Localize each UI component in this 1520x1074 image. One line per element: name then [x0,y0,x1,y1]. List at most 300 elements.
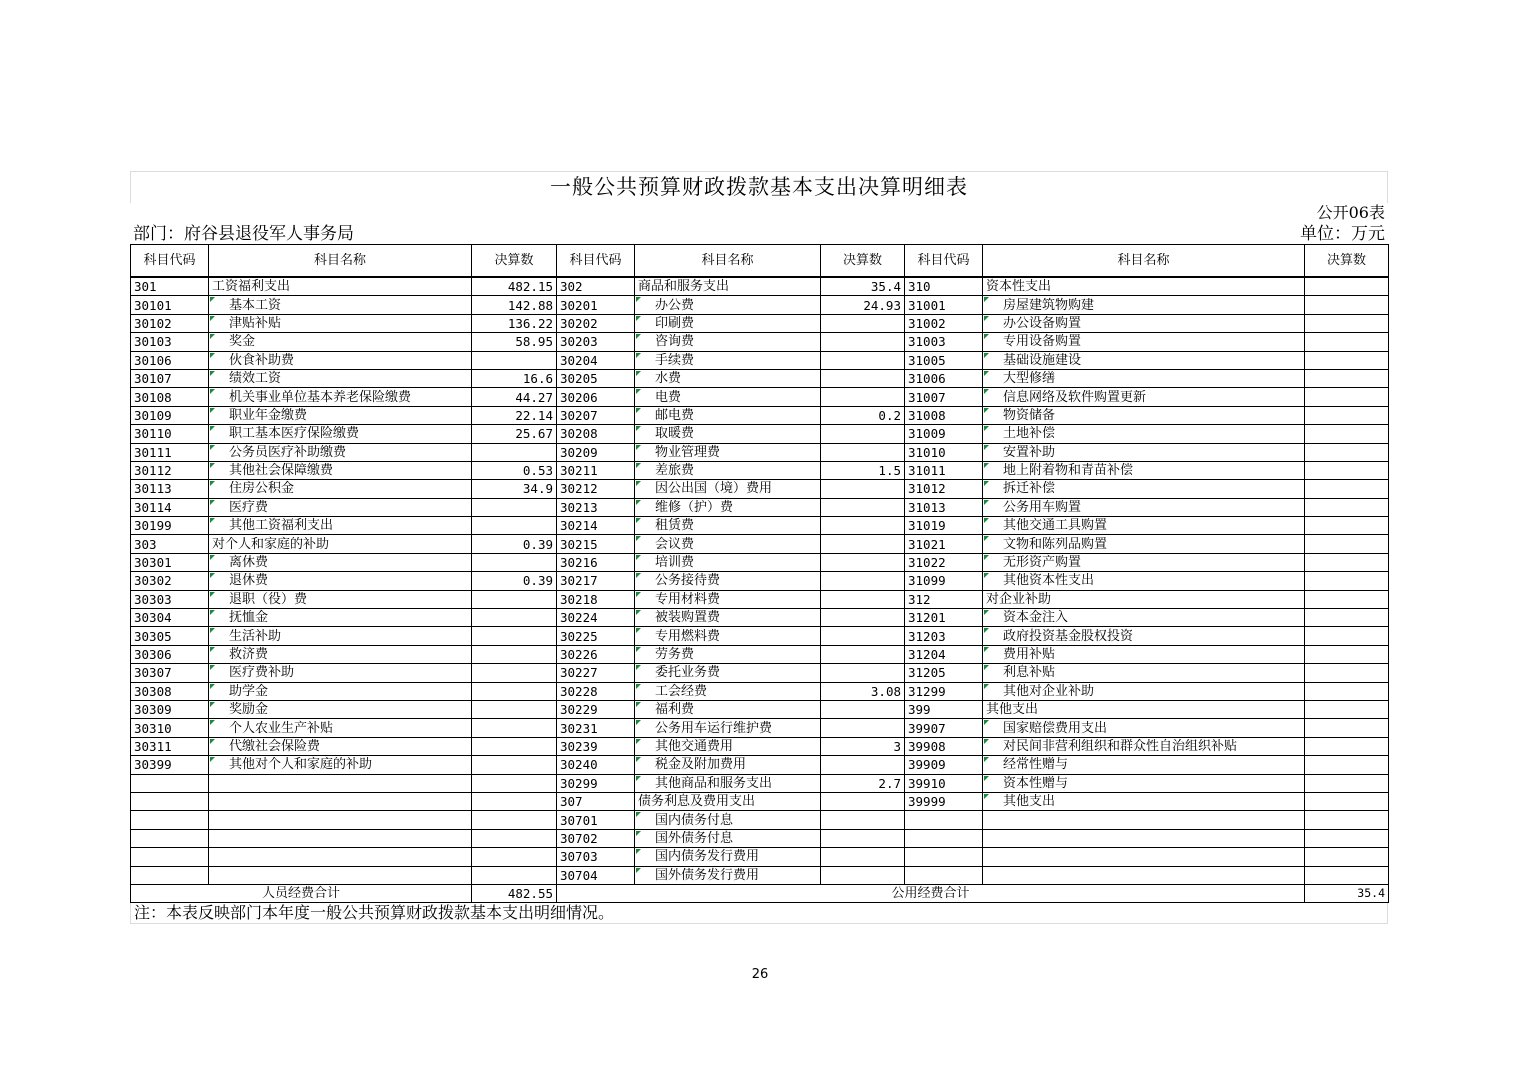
account-code-cell: 301 [131,277,209,296]
account-name-cell: 福利费 [635,700,821,718]
account-name-cell: 办公设备购置 [983,314,1305,332]
account-code-cell: 30218 [557,590,635,608]
account-code-cell: 30114 [131,498,209,516]
account-code-cell: 39999 [905,792,983,810]
account-name-cell: 专用设备购置 [983,333,1305,351]
amount-cell [821,333,905,351]
amount-cell [821,517,905,535]
account-code-cell [131,792,209,810]
table-row [131,351,1389,369]
amount-cell [1305,645,1389,663]
table-row [131,572,1389,590]
amount-cell [821,627,905,645]
account-name-cell: 其他交通费用 [635,737,821,755]
amount-cell [1305,848,1389,866]
account-code-cell: 31011 [905,461,983,479]
amount-cell [1305,664,1389,682]
amount-cell [1305,517,1389,535]
amount-cell [472,517,557,535]
amount-cell [821,609,905,627]
account-code-cell: 31012 [905,480,983,498]
account-code-cell [905,811,983,829]
amount-cell [1305,406,1389,424]
account-code-cell: 31099 [905,572,983,590]
amount-cell [1305,756,1389,774]
amount-cell [472,774,557,792]
account-code-cell: 30212 [557,480,635,498]
account-code-cell: 399 [905,700,983,718]
account-name-cell: 奖金 [209,333,472,351]
account-code-cell: 30203 [557,333,635,351]
table-row [131,609,1389,627]
account-name-cell [209,774,472,792]
table-row [131,369,1389,387]
amount-cell: 0.53 [472,461,557,479]
account-code-cell: 30217 [557,572,635,590]
amount-cell: 44.27 [472,388,557,406]
amount-cell: 58.95 [472,333,557,351]
expenditure-table [130,244,1389,903]
account-name-cell: 资本性支出 [983,277,1305,296]
table-row [131,406,1389,424]
table-row [131,553,1389,571]
table-row [131,443,1389,461]
account-name-cell: 资本金注入 [983,609,1305,627]
amount-cell [472,590,557,608]
amount-cell: 3.08 [821,682,905,700]
account-name-cell: 其他支出 [983,700,1305,718]
amount-cell [821,369,905,387]
amount-cell [1305,609,1389,627]
account-name-cell: 政府投资基金股权投资 [983,627,1305,645]
account-code-cell: 30703 [557,848,635,866]
account-name-cell: 绩效工资 [209,369,472,387]
account-name-cell: 电费 [635,388,821,406]
amount-cell [821,351,905,369]
account-name-cell [983,866,1305,884]
account-code-cell: 30202 [557,314,635,332]
account-code-cell: 307 [557,792,635,810]
account-name-cell: 公务用车运行维护费 [635,719,821,737]
account-code-cell: 31205 [905,664,983,682]
sheet-title: 一般公共预算财政拨款基本支出决算明细表 [130,171,1388,203]
account-name-cell: 手续费 [635,351,821,369]
account-name-cell: 因公出国（境）费用 [635,480,821,498]
account-name-cell: 物资储备 [983,406,1305,424]
account-code-cell: 30205 [557,369,635,387]
table-row [131,645,1389,663]
account-name-cell: 退休费 [209,572,472,590]
amount-cell [1305,333,1389,351]
amount-cell: 0.39 [472,535,557,553]
table-row [131,700,1389,718]
amount-cell [1305,351,1389,369]
amount-cell [821,866,905,884]
amount-cell [472,664,557,682]
account-code-cell: 310 [905,277,983,296]
account-name-cell: 其他商品和服务支出 [635,774,821,792]
amount-cell: 34.9 [472,480,557,498]
account-code-cell: 30304 [131,609,209,627]
account-name-cell: 住房公积金 [209,480,472,498]
amount-cell [472,737,557,755]
amount-cell [821,792,905,810]
account-code-cell: 31005 [905,351,983,369]
amount-cell [472,719,557,737]
account-code-cell [131,774,209,792]
amount-cell [1305,277,1389,296]
footnote: 注：本表反映部门本年度一般公共预算财政拨款基本支出明细情况。 [130,903,1388,924]
account-code-cell: 30226 [557,645,635,663]
account-code-cell: 30110 [131,425,209,443]
amount-cell [472,792,557,810]
account-name-cell: 基本工资 [209,296,472,314]
account-code-cell [131,848,209,866]
account-code-cell: 30302 [131,572,209,590]
account-name-cell: 会议费 [635,535,821,553]
account-name-cell: 抚恤金 [209,609,472,627]
amount-cell [821,700,905,718]
amount-cell [1305,737,1389,755]
account-name-cell: 培训费 [635,553,821,571]
account-name-cell: 救济费 [209,645,472,663]
account-code-cell: 30211 [557,461,635,479]
account-name-cell: 国外债务付息 [635,829,821,847]
account-code-cell: 31010 [905,443,983,461]
amount-cell [472,645,557,663]
account-code-cell [131,829,209,847]
account-code-cell: 31019 [905,517,983,535]
account-code-cell: 30308 [131,682,209,700]
account-name-cell: 国外债务发行费用 [635,866,821,884]
amount-cell [821,498,905,516]
account-name-cell: 个人农业生产补贴 [209,719,472,737]
amount-cell: 3 [821,737,905,755]
account-name-cell [209,811,472,829]
account-code-cell: 30107 [131,369,209,387]
account-name-cell: 租赁费 [635,517,821,535]
table-row [131,333,1389,351]
account-name-cell: 印刷费 [635,314,821,332]
account-code-cell: 30399 [131,756,209,774]
table-row [131,719,1389,737]
account-name-cell: 取暖费 [635,425,821,443]
amount-cell [821,535,905,553]
amount-cell [1305,443,1389,461]
account-code-cell: 30216 [557,553,635,571]
account-name-cell: 邮电费 [635,406,821,424]
header-amount: 决算数 [1305,245,1389,278]
table-row [131,388,1389,406]
account-name-cell: 差旅费 [635,461,821,479]
form-number: 公开06表 [1316,203,1385,222]
account-name-cell: 咨询费 [635,333,821,351]
amount-cell [821,553,905,571]
budget-sheet [130,171,1388,924]
amount-cell [1305,461,1389,479]
account-code-cell: 30215 [557,535,635,553]
public-total-label: 公用经费合计 [557,884,1305,902]
table-row [131,811,1389,829]
account-name-cell: 债务利息及费用支出 [635,792,821,810]
account-name-cell: 离休费 [209,553,472,571]
account-name-cell: 奖励金 [209,700,472,718]
account-code-cell: 30209 [557,443,635,461]
account-name-cell: 专用材料费 [635,590,821,608]
table-row [131,774,1389,792]
amount-cell [1305,480,1389,498]
account-code-cell: 31013 [905,498,983,516]
amount-cell [821,719,905,737]
amount-cell [821,645,905,663]
amount-cell: 142.88 [472,296,557,314]
account-code-cell: 30224 [557,609,635,627]
account-name-cell: 工资福利支出 [209,277,472,296]
account-name-cell: 其他社会保障缴费 [209,461,472,479]
amount-cell: 0.2 [821,406,905,424]
account-name-cell: 职工基本医疗保险缴费 [209,425,472,443]
account-code-cell: 30301 [131,553,209,571]
amount-cell [472,866,557,884]
table-row [131,829,1389,847]
amount-cell [1305,369,1389,387]
amount-cell [472,756,557,774]
public-total-value: 35.4 [1305,884,1389,902]
account-name-cell: 对个人和家庭的补助 [209,535,472,553]
account-code-cell: 30701 [557,811,635,829]
account-code-cell: 39908 [905,737,983,755]
account-name-cell: 维修（护）费 [635,498,821,516]
amount-cell [472,553,557,571]
account-name-cell: 委托业务费 [635,664,821,682]
account-code-cell: 31003 [905,333,983,351]
account-code-cell: 303 [131,535,209,553]
account-code-cell: 39907 [905,719,983,737]
account-code-cell: 30231 [557,719,635,737]
account-name-cell: 对民间非营利组织和群众性自治组织补贴 [983,737,1305,755]
amount-cell: 2.7 [821,774,905,792]
account-name-cell: 专用燃料费 [635,627,821,645]
amount-cell [1305,774,1389,792]
amount-cell [472,627,557,645]
account-code-cell: 31006 [905,369,983,387]
account-code-cell [131,866,209,884]
header-code: 科目代码 [905,245,983,278]
account-code-cell: 39910 [905,774,983,792]
amount-cell [1305,719,1389,737]
account-code-cell: 31201 [905,609,983,627]
account-name-cell: 地上附着物和青苗补偿 [983,461,1305,479]
account-code-cell: 30303 [131,590,209,608]
account-name-cell: 国内债务发行费用 [635,848,821,866]
amount-cell: 1.5 [821,461,905,479]
table-row [131,792,1389,810]
account-code-cell: 30206 [557,388,635,406]
header-name: 科目名称 [209,245,472,278]
account-name-cell [209,792,472,810]
account-code-cell: 30240 [557,756,635,774]
header-amount: 决算数 [472,245,557,278]
account-code-cell: 30103 [131,333,209,351]
amount-cell [472,682,557,700]
account-name-cell: 国家赔偿费用支出 [983,719,1305,737]
account-code-cell: 30309 [131,700,209,718]
account-code-cell [131,811,209,829]
account-name-cell: 对企业补助 [983,590,1305,608]
header-code: 科目代码 [557,245,635,278]
table-row [131,498,1389,516]
page-number: 26 [751,967,769,982]
account-code-cell: 30207 [557,406,635,424]
account-code-cell: 30228 [557,682,635,700]
account-name-cell [209,829,472,847]
amount-cell [1305,296,1389,314]
account-name-cell [983,848,1305,866]
account-code-cell: 31204 [905,645,983,663]
amount-cell [1305,700,1389,718]
account-code-cell: 312 [905,590,983,608]
amount-cell [821,314,905,332]
amount-cell [1305,498,1389,516]
account-name-cell: 伙食补助费 [209,351,472,369]
account-name-cell: 职业年金缴费 [209,406,472,424]
account-code-cell: 30108 [131,388,209,406]
table-body [131,277,1389,884]
amount-cell [472,848,557,866]
account-code-cell: 30310 [131,719,209,737]
amount-cell: 136.22 [472,314,557,332]
table-row [131,866,1389,884]
amount-cell [821,388,905,406]
account-code-cell: 30106 [131,351,209,369]
account-code-cell: 30311 [131,737,209,755]
account-code-cell: 30213 [557,498,635,516]
header-row [131,245,1389,278]
account-code-cell: 30204 [557,351,635,369]
amount-cell: 22.14 [472,406,557,424]
account-name-cell: 大型修缮 [983,369,1305,387]
account-code-cell: 31008 [905,406,983,424]
account-code-cell: 30214 [557,517,635,535]
account-name-cell: 工会经费 [635,682,821,700]
amount-cell: 24.93 [821,296,905,314]
account-code-cell: 302 [557,277,635,296]
account-name-cell: 其他交通工具购置 [983,517,1305,535]
table-row [131,737,1389,755]
account-name-cell: 被装购置费 [635,609,821,627]
table-row [131,664,1389,682]
account-name-cell: 其他对企业补助 [983,682,1305,700]
account-name-cell: 公务用车购置 [983,498,1305,516]
amount-cell [821,811,905,829]
account-name-cell: 国内债务付息 [635,811,821,829]
account-name-cell: 文物和陈列品购置 [983,535,1305,553]
amount-cell [1305,627,1389,645]
amount-cell [472,829,557,847]
header-code: 科目代码 [131,245,209,278]
table-row [131,461,1389,479]
header-name: 科目名称 [635,245,821,278]
account-code-cell: 30112 [131,461,209,479]
amount-cell [1305,590,1389,608]
account-name-cell: 税金及附加费用 [635,756,821,774]
table-row [131,682,1389,700]
account-name-cell: 拆迁补偿 [983,480,1305,498]
account-name-cell: 土地补偿 [983,425,1305,443]
account-name-cell: 其他工资福利支出 [209,517,472,535]
header-amount: 决算数 [821,245,905,278]
account-name-cell: 安置补助 [983,443,1305,461]
amount-cell: 16.6 [472,369,557,387]
table-row [131,314,1389,332]
amount-cell: 25.67 [472,425,557,443]
account-name-cell: 其他支出 [983,792,1305,810]
amount-cell [1305,682,1389,700]
account-name-cell: 水费 [635,369,821,387]
personnel-total-label: 人员经费合计 [131,884,472,902]
account-name-cell: 办公费 [635,296,821,314]
header-name: 科目名称 [983,245,1305,278]
table-row [131,480,1389,498]
table-row [131,756,1389,774]
account-name-cell: 房屋建筑物购建 [983,296,1305,314]
account-code-cell: 39909 [905,756,983,774]
account-name-cell: 商品和服务支出 [635,277,821,296]
amount-cell [472,811,557,829]
table-row [131,517,1389,535]
account-name-cell: 劳务费 [635,645,821,663]
account-name-cell: 其他对个人和家庭的补助 [209,756,472,774]
amount-cell [1305,388,1389,406]
account-code-cell: 31021 [905,535,983,553]
amount-cell [1305,866,1389,884]
account-code-cell [905,848,983,866]
account-code-cell [905,829,983,847]
account-code-cell: 30299 [557,774,635,792]
amount-cell [1305,535,1389,553]
account-name-cell: 基础设施建设 [983,351,1305,369]
personnel-total-value: 482.55 [472,884,557,902]
account-code-cell: 30201 [557,296,635,314]
account-code-cell: 30225 [557,627,635,645]
account-name-cell: 退职（役）费 [209,590,472,608]
account-name-cell [983,811,1305,829]
meta-row [130,203,1388,244]
amount-cell [821,572,905,590]
department-label: 部门：府谷县退役军人事务局 [133,224,354,244]
account-code-cell: 31002 [905,314,983,332]
amount-cell [821,664,905,682]
account-name-cell [983,829,1305,847]
account-code-cell: 30229 [557,700,635,718]
amount-cell [1305,811,1389,829]
account-name-cell: 医疗费 [209,498,472,516]
amount-cell [472,351,557,369]
amount-cell: 0.39 [472,572,557,590]
account-code-cell: 30704 [557,866,635,884]
account-name-cell: 资本性赠与 [983,774,1305,792]
amount-cell [821,443,905,461]
account-code-cell: 30208 [557,425,635,443]
account-name-cell: 公务员医疗补助缴费 [209,443,472,461]
table-row [131,627,1389,645]
amount-cell [472,498,557,516]
account-code-cell: 31203 [905,627,983,645]
account-name-cell [209,866,472,884]
account-name-cell: 生活补助 [209,627,472,645]
account-code-cell: 31009 [905,425,983,443]
account-code-cell: 30239 [557,737,635,755]
